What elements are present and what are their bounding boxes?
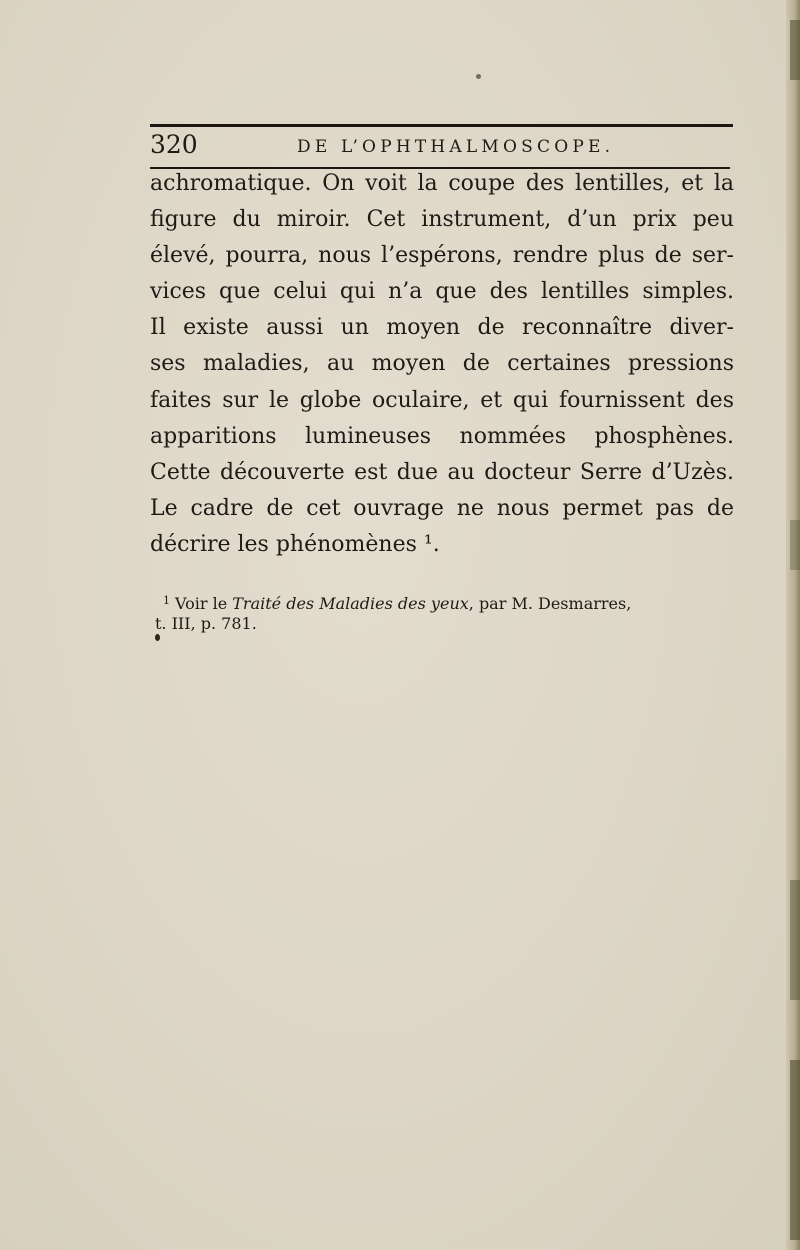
body-line: élevé, pourra, nous l’espérons, rendre plus de ser- [150,243,734,269]
edge-shadow [790,1060,800,1240]
footnote-continuation: t. III, p. 781. [155,614,257,633]
footnote-line [163,589,738,612]
body-line: Cette découverte est due au docteur Serre d’Uzès. [150,459,734,485]
ink-speck [155,634,160,641]
body-line: achromatique. On voit la coupe des lentilles, et la [150,171,734,196]
footnote-lead: Voir le [175,594,228,613]
body-line: figure du miroir. Cet instrument, d’un prix peu [150,207,734,233]
page-edge [786,0,800,1250]
body-line: Il existe aussi un moyen de reconnaître diver- [150,315,734,341]
ink-speck [476,74,481,79]
footnote-author: , par M. Desmarres, [468,594,632,613]
footnote-book-title: Traité des Maladies des yeux [232,594,469,613]
header-rule-top [150,124,733,127]
body-line-text: décrire les phénomènes [150,531,417,557]
body-line: vices que celui qui n’a que des lentilles simples. [150,279,734,305]
body-line: Le cadre de cet ouvrage ne nous permet pas de [150,495,734,521]
body-text [150,166,734,563]
page-number: 320 [150,130,198,159]
body-line: faites sur le globe oculaire, et qui fournissent des [150,387,734,413]
running-head [150,128,750,166]
edge-shadow [790,20,800,80]
body-line-last [150,527,734,563]
footnote-marker: 1 [163,594,170,607]
body-line: ses maladies, au moyen de certaines pressions [150,351,734,377]
running-title: DE L’OPHTHALMOSCOPE. [297,137,615,157]
edge-shadow [790,520,800,570]
body-line: apparitions lumineuses nommées phosphènes. [150,423,734,449]
footnote [155,589,738,635]
edge-shadow [790,880,800,1000]
footnote-reference: ¹. [423,531,440,557]
